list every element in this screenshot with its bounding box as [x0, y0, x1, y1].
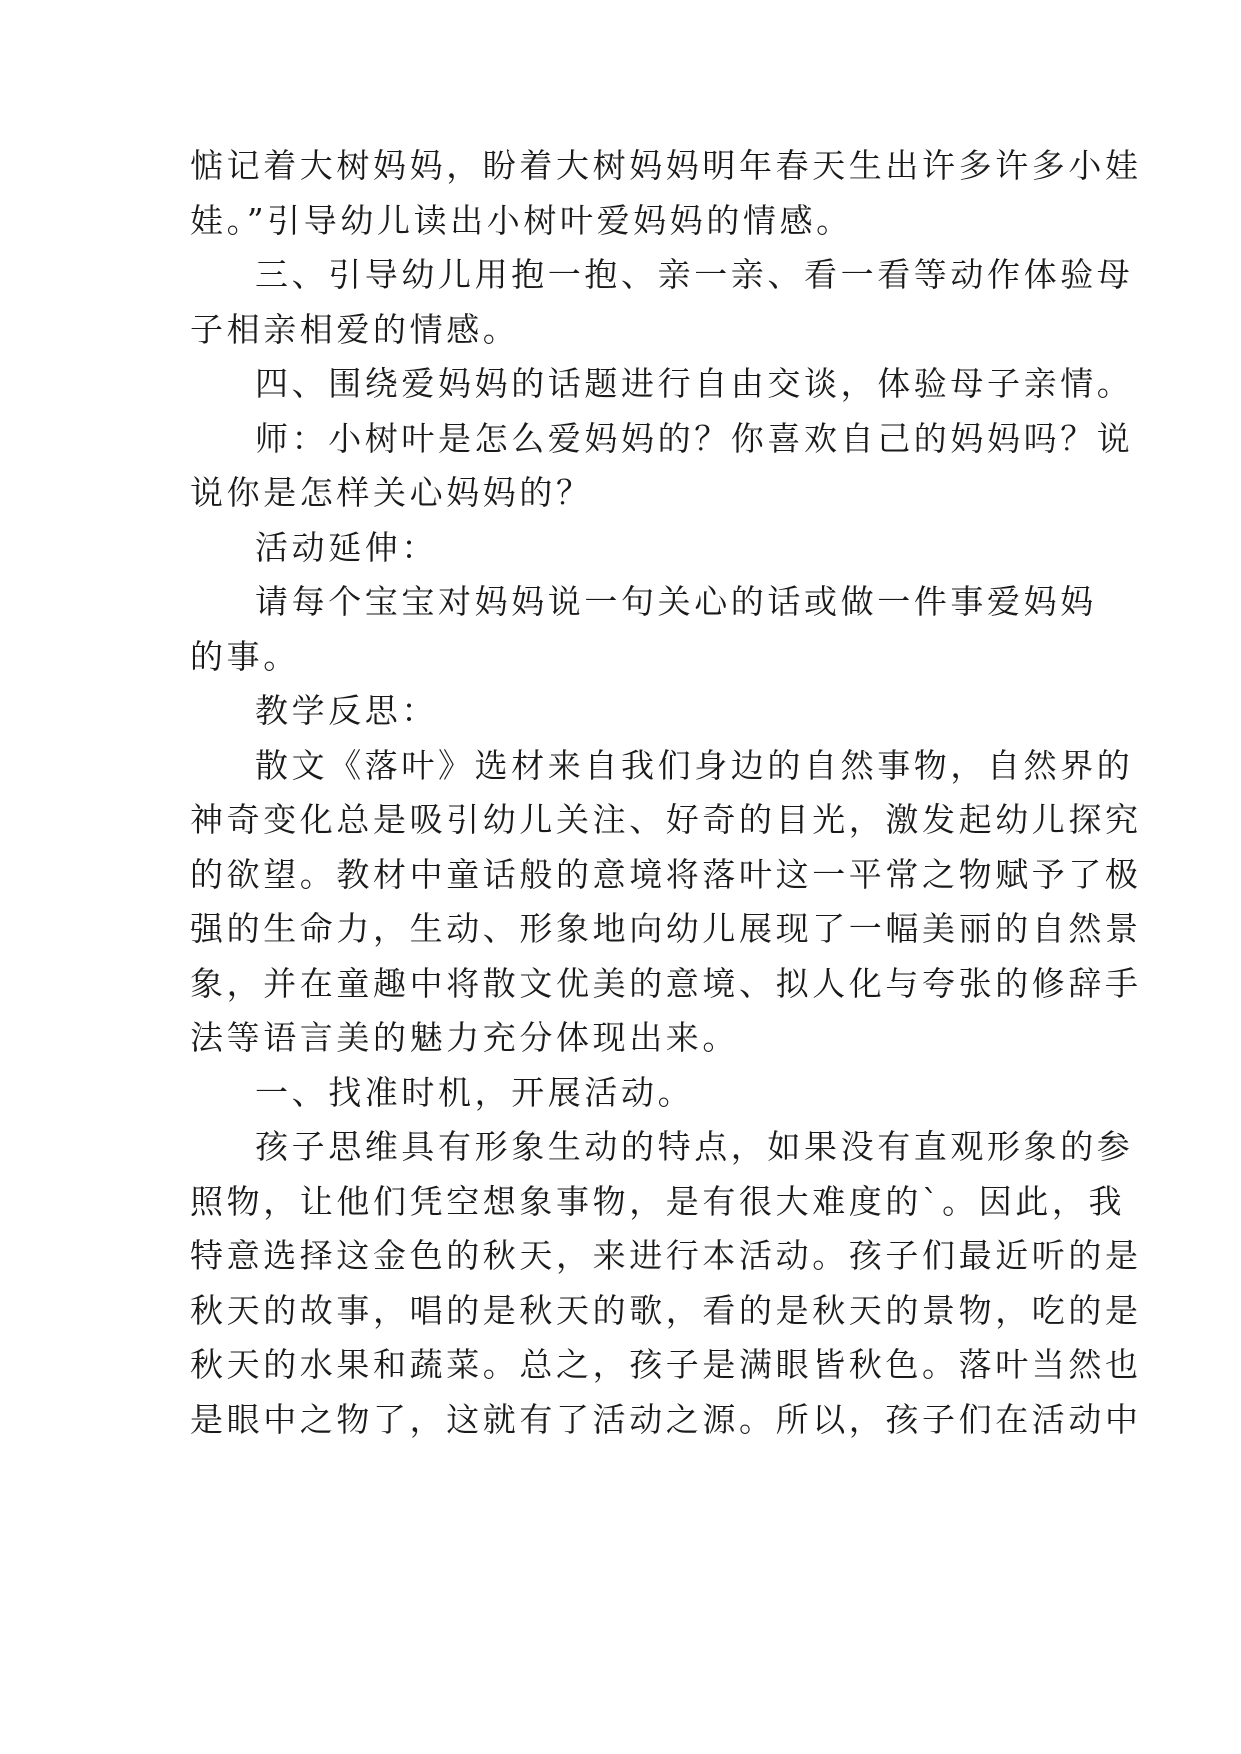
text-line: 孩子思维具有形象生动的特点，如果没有直观形象的参: [255, 1127, 1134, 1166]
text-line: 强的生命力，生动、形象地向幼儿展现了一幅美丽的自然景: [190, 909, 1142, 948]
text-line: 三、引导幼儿用抱一抱、亲一亲、看一看等动作体验母: [255, 255, 1134, 294]
text-line: 的事。: [190, 637, 300, 676]
text-line: 神奇变化总是吸引幼儿关注、好奇的目光，激发起幼儿探究: [190, 800, 1142, 839]
text-line: 秋天的故事，唱的是秋天的歌，看的是秋天的景物，吃的是: [190, 1291, 1142, 1330]
text-line: 秋天的水果和蔬菜。总之，孩子是满眼皆秋色。落叶当然也: [190, 1345, 1142, 1384]
section-heading: 教学反思：: [255, 691, 438, 730]
text-line: 说你是怎样关心妈妈的？: [190, 473, 593, 512]
section-heading: 一、找准时机，开展活动。: [255, 1073, 695, 1112]
text-line: 照物，让他们凭空想象事物，是有很大难度的`。因此，我: [190, 1182, 1126, 1221]
section-heading: 活动延伸：: [255, 528, 438, 567]
text-line: 象，并在童趣中将散文优美的意境、拟人化与夸张的修辞手: [190, 964, 1142, 1003]
text-line: 的欲望。教材中童话般的意境将落叶这一平常之物赋予了极: [190, 855, 1142, 894]
text-line: 散文《落叶》选材来自我们身边的自然事物，自然界的: [255, 746, 1134, 785]
text-line: 惦记着大树妈妈，盼着大树妈妈明年春天生出许多许多小娃: [190, 146, 1142, 185]
text-line: 子相亲相爱的情感。: [190, 310, 520, 349]
text-line: 师：小树叶是怎么爱妈妈的？你喜欢自己的妈妈吗？说: [255, 419, 1134, 458]
text-line: 特意选择这金色的秋天，来进行本活动。孩子们最近听的是: [190, 1236, 1142, 1275]
text-line: 四、围绕爱妈妈的话题进行自由交谈，体验母子亲情。: [255, 364, 1134, 403]
text-line: 法等语言美的魅力充分体现出来。: [190, 1018, 739, 1057]
text-line: 请每个宝宝对妈妈说一句关心的话或做一件事爱妈妈: [255, 582, 1097, 621]
text-line: 娃。”引导幼儿读出小树叶爱妈妈的情感。: [190, 201, 853, 240]
text-line: 是眼中之物了，这就有了活动之源。所以，孩子们在活动中: [190, 1400, 1142, 1439]
